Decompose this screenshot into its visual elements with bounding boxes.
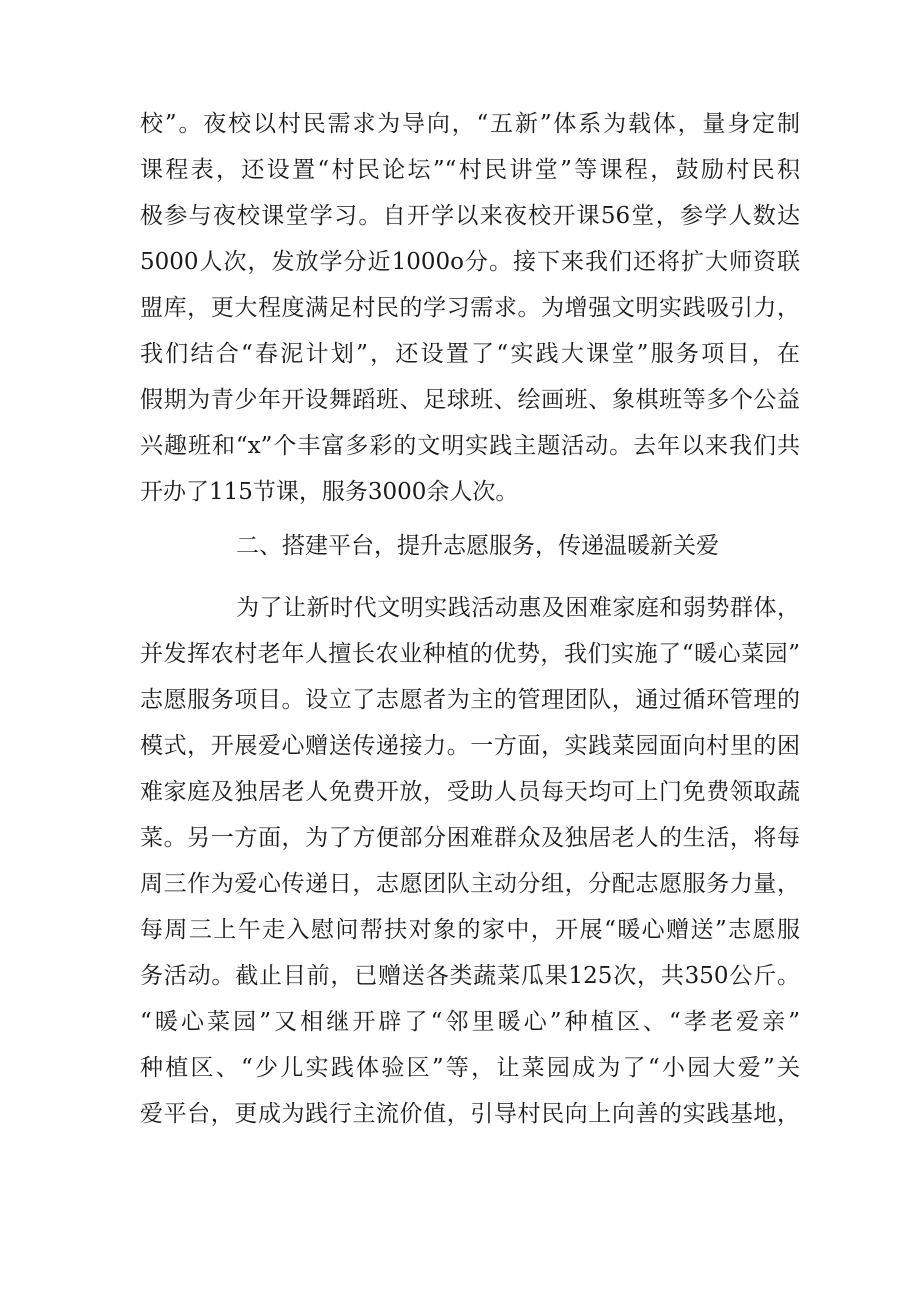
- paragraph2-line-5: 难家庭及独居老人免费开放，受助人员每天均可上门免费领取蔬: [140, 779, 800, 805]
- paragraph2-line-3: 志愿服务项目。设立了志愿者为主的管理团队，通过循环管理的: [140, 687, 800, 713]
- paragraph1-line-1: 校”。夜校以村民需求为导向，“五新”体系为载体，量身定制: [140, 111, 800, 137]
- paragraph1-line-4: 5000人次，发放学分近1000o分。接下来我们还将扩大师资联: [140, 249, 800, 275]
- paragraph1-line-9: 开办了115节课，服务3000余人次。: [140, 479, 519, 505]
- paragraph2-line-9: 务活动。截止目前，已赠送各类蔬菜瓜果125次，共350公斤。: [140, 963, 800, 989]
- section-heading: 二、搭建平台，提升志愿服务，传递温暖新关爱: [236, 533, 719, 559]
- paragraph2-line-10: “暖心菜园”又相继开辟了“邻里暖心”种植区、“孝老爱亲”: [140, 1009, 800, 1035]
- paragraph2-line-12: 爱平台，更成为践行主流价值，引导村民向上向善的实践基地，: [140, 1101, 800, 1127]
- paragraph1-line-8: 兴趣班和“x”个丰富多彩的文明实践主题活动。去年以来我们共: [140, 433, 800, 459]
- paragraph2-line-4: 模式，开展爱心赠送传递接力。一方面，实践菜园面向村里的困: [140, 733, 800, 759]
- paragraph1-line-6: 我们结合“春泥计划”，还设置了“实践大课堂”服务项目，在: [140, 341, 800, 367]
- paragraph2-line-6: 菜。另一方面，为了方便部分困难群众及独居老人的生活，将每: [140, 825, 800, 851]
- paragraph1-line-5: 盟库，更大程度满足村民的学习需求。为增强文明实践吸引力，: [140, 295, 800, 321]
- paragraph2-line-8: 每周三上午走入慰问帮扶对象的家中，开展“暖心赠送”志愿服: [140, 917, 800, 943]
- paragraph2-line-1: 为了让新时代文明实践活动惠及困难家庭和弱势群体，: [236, 595, 800, 621]
- paragraph1-line-7: 假期为青少年开设舞蹈班、足球班、绘画班、象棋班等多个公益: [140, 387, 800, 413]
- paragraph2-line-2: 并发挥农村老年人擅长农业种植的优势，我们实施了“暖心菜园”: [140, 641, 800, 667]
- paragraph2-line-7: 周三作为爱心传递日，志愿团队主动分组，分配志愿服务力量，: [140, 871, 800, 897]
- paragraph1-line-3: 极参与夜校课堂学习。自开学以来夜校开课56堂，参学人数达: [140, 203, 800, 229]
- paragraph2-line-11: 种植区、“少儿实践体验区”等，让菜园成为了“小园大爱”关: [140, 1055, 800, 1081]
- paragraph1-line-2: 课程表，还设置“村民论坛”“村民讲堂”等课程，鼓励村民积: [140, 157, 800, 183]
